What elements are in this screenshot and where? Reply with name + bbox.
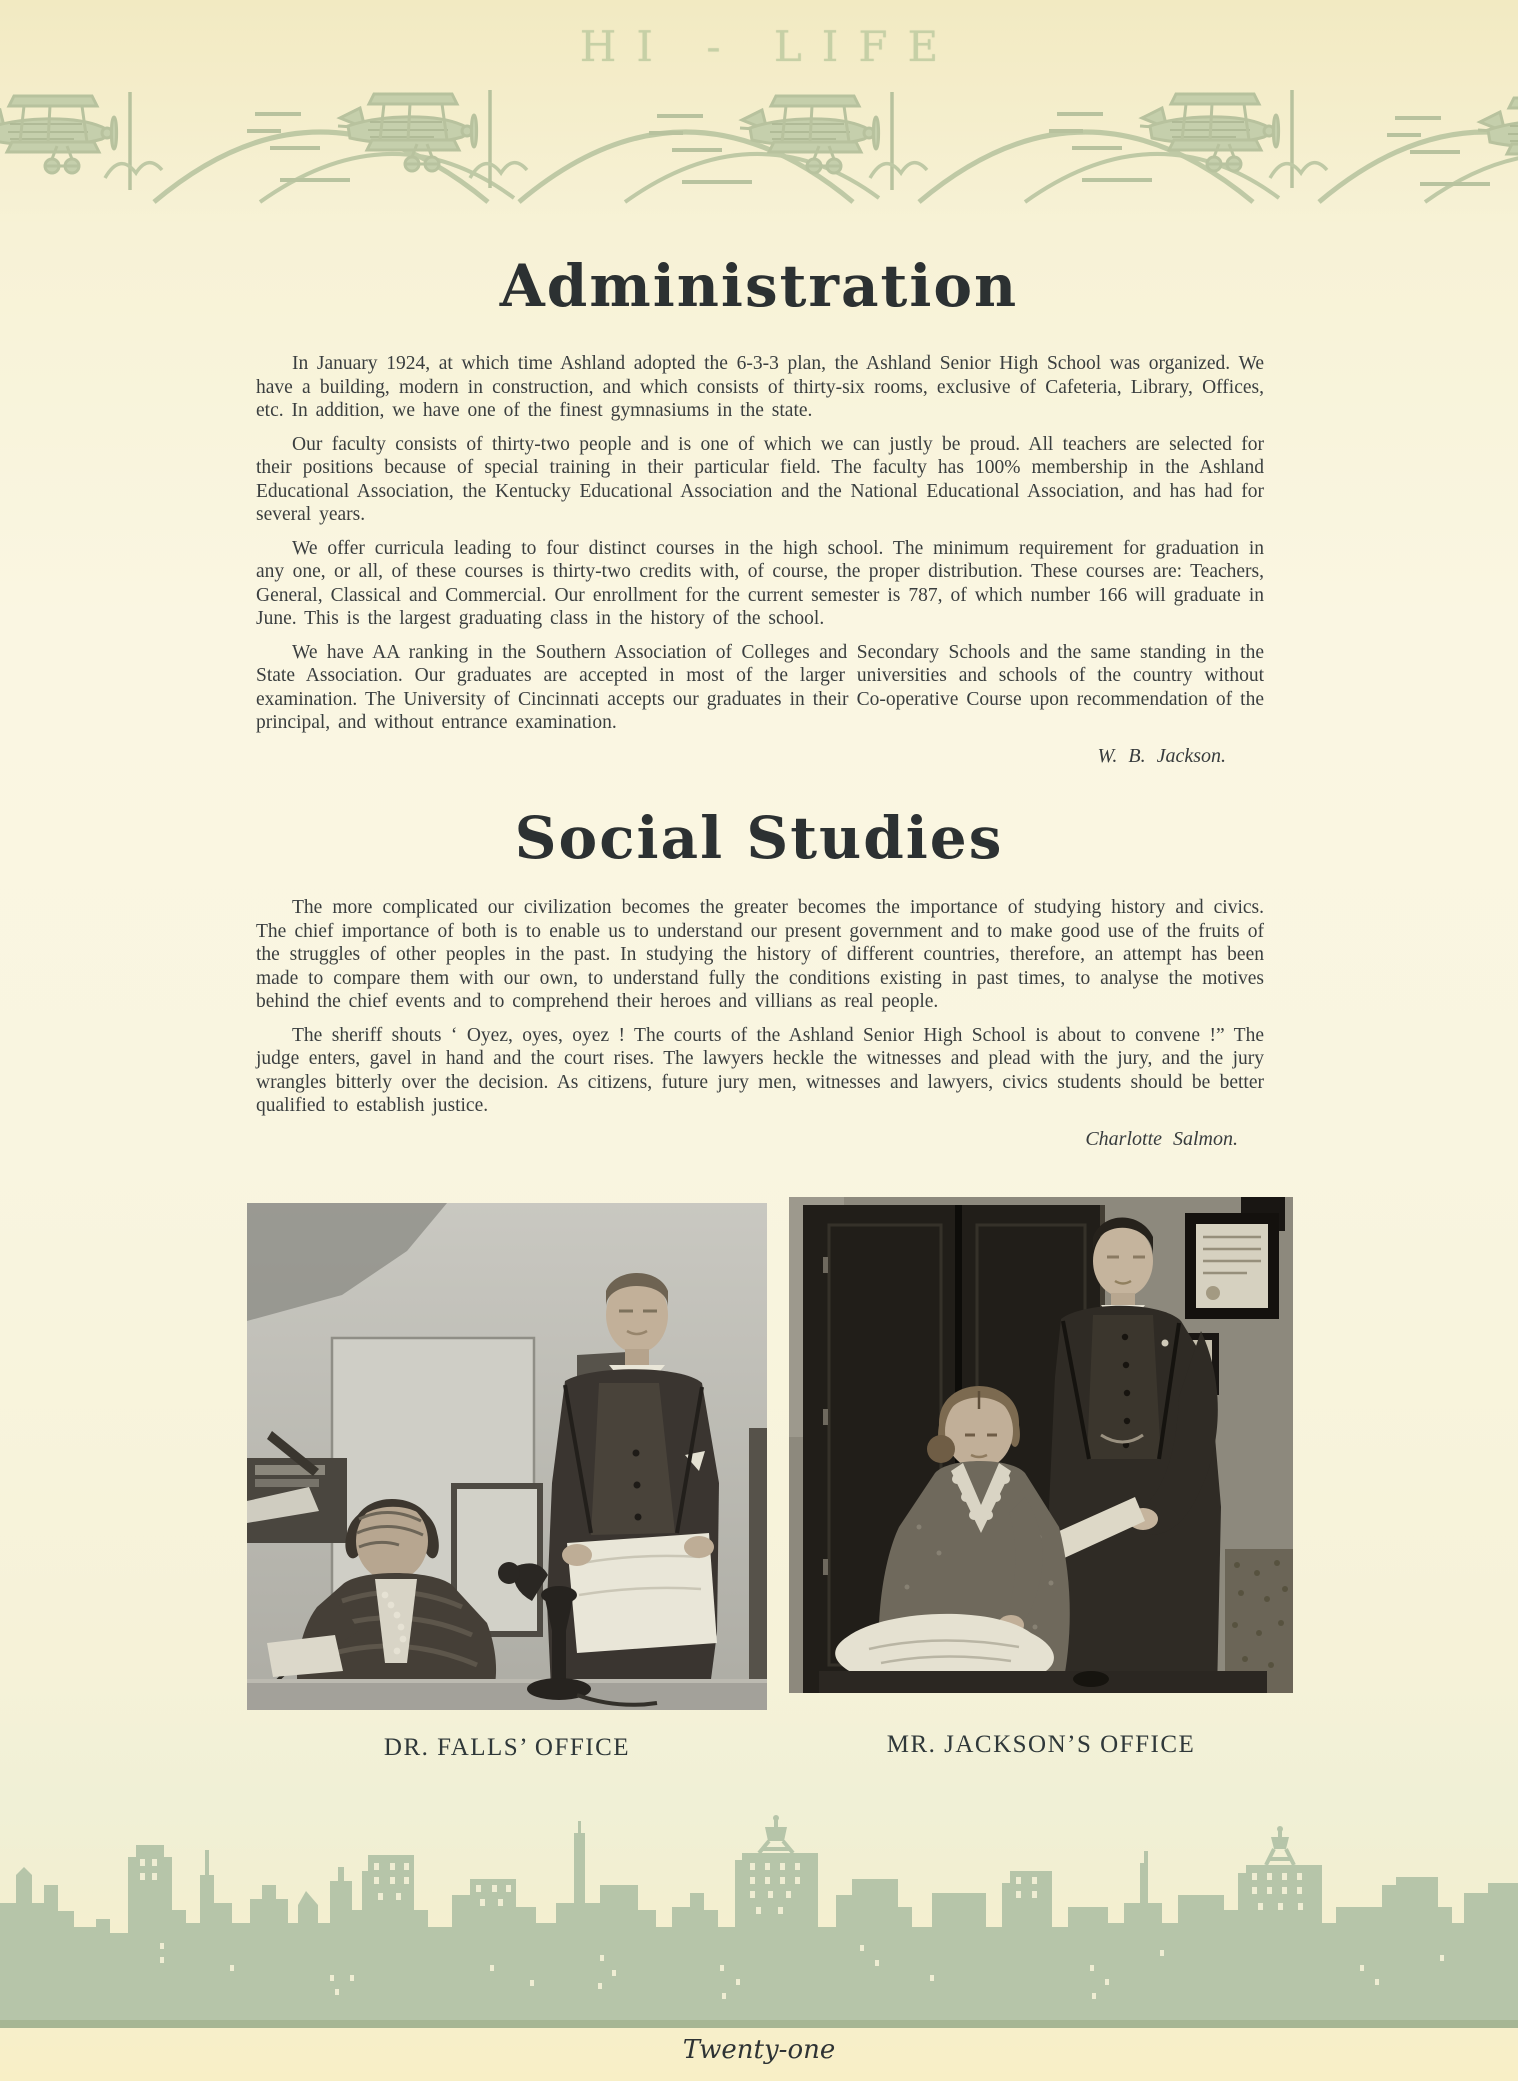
- masthead-title: HI - LIFE: [579, 22, 959, 71]
- city-skyline-silhouette: [0, 1815, 1518, 2037]
- paragraph: The more complicated our civilization becomes the greater becomes the importance of studying history and civics. The chief importance of both is to enable us to understand our present government and to make good use of the fruits of the struggles of other peoples in the past. In studying the history of different countries, therefore, an attempt has been made to compare them with our own, to understand fully the conditions existing in past times, to analyse the motives behind the chief events and to comprehend their heroes and villians as real people.: [256, 897, 1264, 1012]
- water-tower-icon: [1266, 1826, 1294, 1865]
- water-tower-icon: [759, 1815, 793, 1853]
- paragraph: In January 1924, at which time Ashland adopted the 6-3-3 plan, the Ashland Senior High School was organized. We have a building, modern in construction, and which consists of thirty-six rooms, exclusive of Cafeteria, Library, Offices, etc. In addition, we have one of the finest gymnasiums in the state.: [256, 353, 1264, 421]
- signature-charlotte-salmon: Charlotte Salmon.: [1085, 1127, 1238, 1150]
- biplane-icon: [1049, 90, 1292, 188]
- biplane-border: [0, 62, 1518, 220]
- photo-mr-jackson-office: [789, 1197, 1293, 1693]
- paragraph: The sheriff shouts ‘ Oyez, oyes, oyez ! The courts of the Ashland Senior High School is about to convene !” The judge enters, gavel in hand and the court rises. The lawyers heckle the witnesses and plead with the jury, and the jury wrangles bitterly over the decision. As citizens, future jury men, witnesses and lawyers, civics students should be better qualified to establish justice.: [256, 1024, 1264, 1116]
- section-title-administration: Administration: [499, 252, 1019, 320]
- biplane-icon: [1387, 94, 1518, 192]
- biplane-icon: [649, 92, 892, 190]
- paragraph: We have AA ranking in the Southern Association of Colleges and Secondary Schools and the same standing in the State Association. Our graduates are accepted in most of the larger universities and schools of the country without examination. The University of Cincinnati accepts our graduates in their Co-operative Course upon recommendation of the principal, and without entrance examination.: [256, 641, 1264, 733]
- cloud-arcs: [1270, 132, 1518, 202]
- paragraph: We offer curricula leading to four distinct courses in the high school. The minimum requirement for graduation in any one, or all, of these courses is thirty-two credits with, of course, the proper distribution. These courses are: Teachers, General, Classical and Commercial. Our enrollment for the current semester is 787, of which number 166 will graduate in June. This is the largest graduating class in the history of the school.: [256, 537, 1264, 629]
- section-title-social-studies: Social Studies: [514, 804, 1004, 872]
- paragraph: Our faculty consists of thirty-two people and is one of which we can justly be proud. All teachers are selected for their positions because of special training in their particular field. The faculty has 100% membership in the Ashland Educational Association, the Kentucky Educational Association and the National Educational Association, and has had for several years.: [256, 433, 1264, 525]
- biplane-icon: [0, 92, 130, 190]
- page-number: Twenty-one: [682, 2035, 836, 2065]
- social-studies-text: [256, 896, 1264, 1151]
- signature-w-b-jackson: W. B. Jackson.: [1097, 744, 1226, 767]
- photo-caption-mr-jackson: MR. JACKSON’S OFFICE: [886, 1731, 1196, 1758]
- photo-dr-falls-office: [247, 1203, 767, 1710]
- administration-text: [256, 352, 1264, 768]
- photo-caption-dr-falls: DR. FALLS’ OFFICE: [383, 1734, 631, 1761]
